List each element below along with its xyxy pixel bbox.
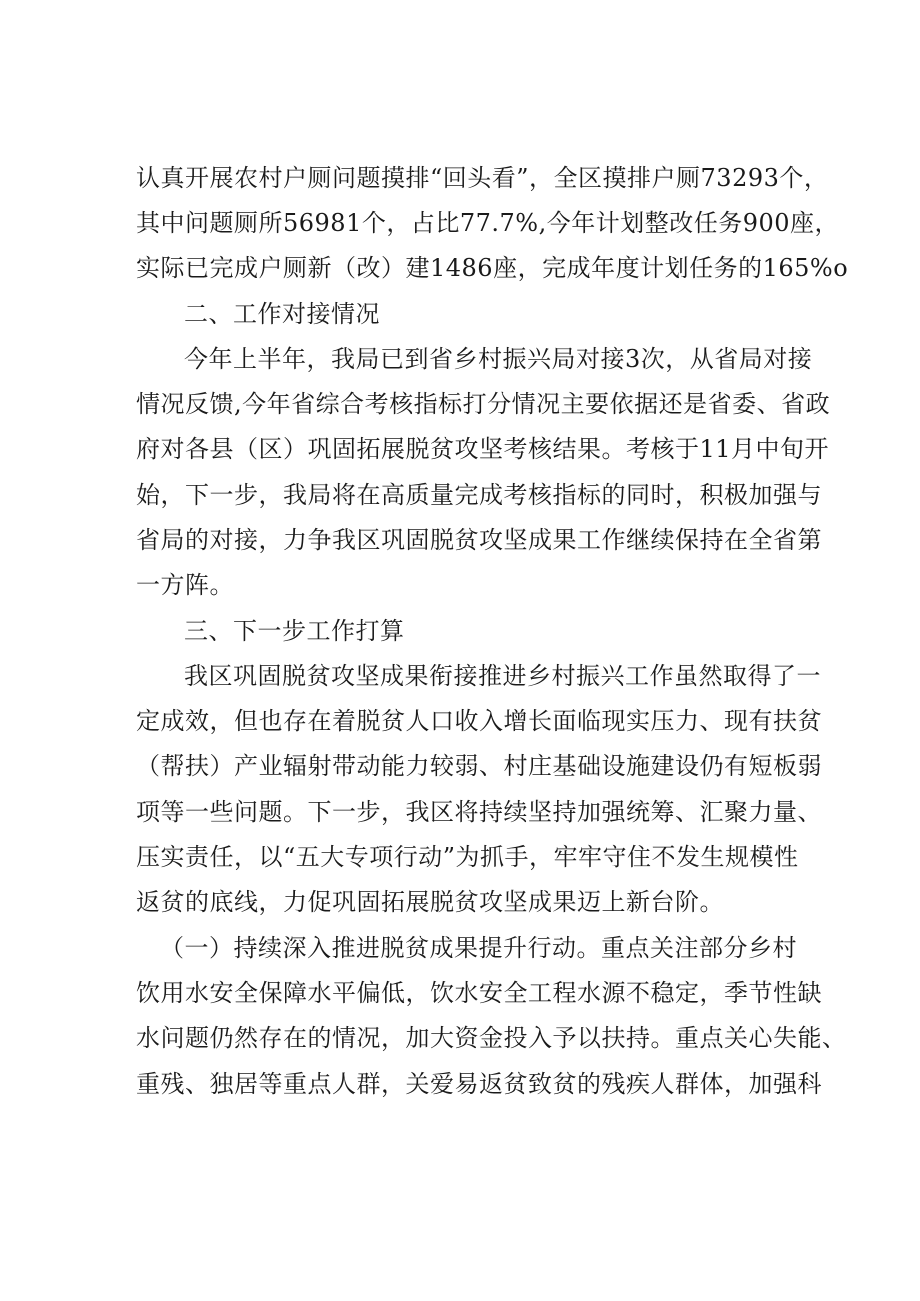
body-line: 始，下一步，我局将在高质量完成考核指标的同时，积极加强与 bbox=[136, 481, 822, 509]
body-line: 水问题仍然存在的情况，加大资金投入予以扶持。重点关心失能、 bbox=[136, 1024, 847, 1052]
body-line: 情况反馈,今年省综合考核指标打分情况主要依据还是省委、省政 bbox=[136, 390, 831, 418]
body-line: 实际已完成户厕新（改）建1486座，完成年度计划任务的165%o bbox=[136, 254, 849, 282]
body-line: 返贫的底线，力促巩固拓展脱贫攻坚成果迈上新台阶。 bbox=[136, 888, 724, 916]
subsection-start: （一）持续深入推进脱贫成果提升行动。重点关注部分乡村 bbox=[160, 934, 797, 962]
section-heading-2: 二、工作对接情况 bbox=[184, 300, 380, 328]
body-line: 一方阵。 bbox=[136, 571, 234, 599]
body-line: 省局的对接，力争我区巩固脱贫攻坚成果工作继续保持在全省第 bbox=[136, 526, 822, 554]
body-line: 重残、独居等重点人群，关爱易返贫致贫的残疾人群体，加强科 bbox=[136, 1070, 822, 1098]
paragraph-start: 我区巩固脱贫攻坚成果衔接推进乡村振兴工作虽然取得了一 bbox=[184, 662, 821, 690]
body-line: 其中问题厕所56981个，占比77.7%,今年计划整改任务900座， bbox=[136, 209, 840, 237]
body-line: 项等一些问题。下一步，我区将持续坚持加强统筹、汇聚力量、 bbox=[136, 798, 822, 826]
body-line: （帮扶）产业辐射带动能力较弱、村庄基础设施建设仍有短板弱 bbox=[136, 752, 822, 780]
body-line: 府对各县（区）巩固拓展脱贫攻坚考核结果。考核于11月中旬开 bbox=[136, 435, 830, 463]
body-line: 定成效，但也存在着脱贫人口收入增长面临现实压力、现有扶贫 bbox=[136, 707, 822, 735]
body-line: 饮用水安全保障水平偏低，饮水安全工程水源不稳定，季节性缺 bbox=[136, 979, 822, 1007]
body-line: 压实责任，以“五大专项行动”为抓手，牢牢守住不发生规模性 bbox=[136, 843, 799, 871]
section-heading-3: 三、下一步工作打算 bbox=[184, 617, 405, 645]
paragraph-start: 今年上半年，我局已到省乡村振兴局对接3次，从省局对接 bbox=[184, 345, 813, 373]
body-line: 认真开展农村户厕问题摸排“回头看”，全区摸排户厕73293个， bbox=[136, 164, 829, 192]
